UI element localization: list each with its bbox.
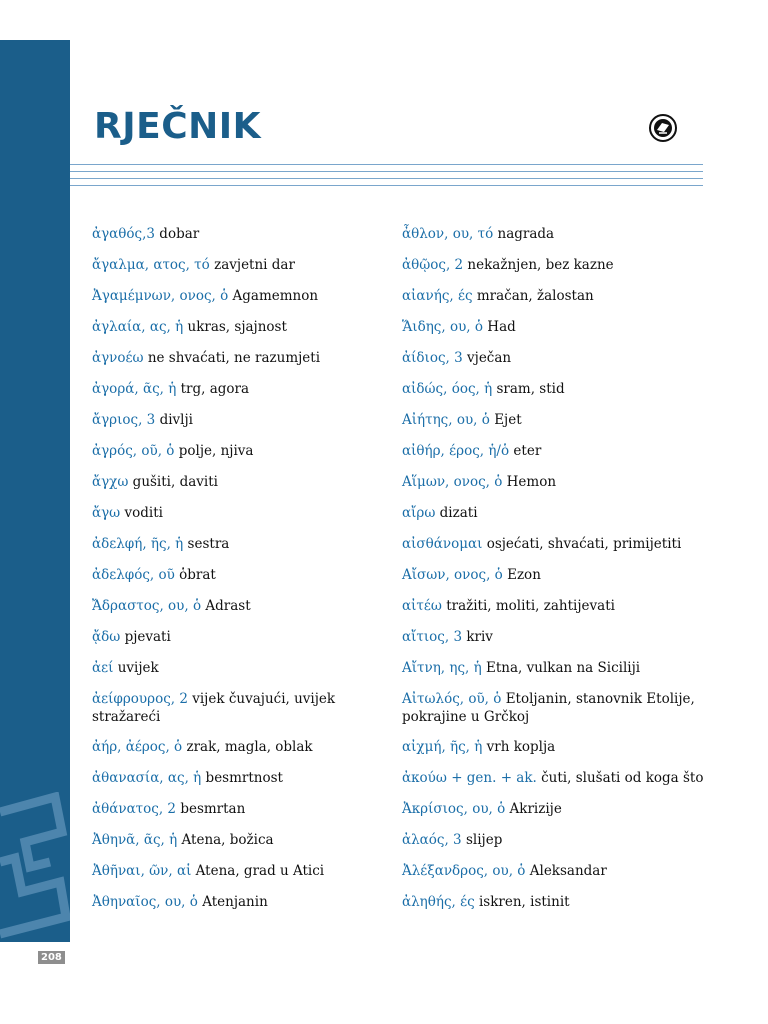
greek-headword: Ἀλέξανδρος, ου, ὁ xyxy=(402,863,526,879)
dictionary-entry xyxy=(402,769,712,800)
entry-meaning: osjećati, shvaćati, primijetiti xyxy=(486,536,682,552)
greek-headword: Αἰτωλός, οῦ, ὁ xyxy=(402,691,502,707)
dictionary-entry xyxy=(92,380,402,411)
dictionary-entry xyxy=(402,380,712,411)
greek-headword: Αἰήτης, ου, ὁ xyxy=(402,412,490,428)
entry-meaning: Aleksandar xyxy=(529,863,607,879)
dictionary-entry xyxy=(402,473,712,504)
greek-headword: ἀίδιος, 3 xyxy=(402,350,463,366)
greek-headword: ἀκούω + gen. + ak. xyxy=(402,770,537,786)
dictionary-entry xyxy=(92,690,402,738)
dictionary-entry xyxy=(92,504,402,535)
greek-headword: ἄγχω xyxy=(92,474,129,490)
entry-meaning: nekažnjen, bez kazne xyxy=(467,257,614,273)
entry-meaning: voditi xyxy=(124,505,163,521)
entry-meaning: kriv xyxy=(466,629,493,645)
dictionary-entry xyxy=(402,287,712,318)
greek-headword: ἄγαλμα, ατος, τό xyxy=(92,257,210,273)
page-number: 208 xyxy=(38,951,65,964)
greek-headword: ἀγορά, ᾶς, ἡ xyxy=(92,381,177,397)
greek-headword: αἰσθάνομαι xyxy=(402,536,483,552)
greek-headword: αἰδώς, όος, ἡ xyxy=(402,381,493,397)
greek-headword: Αἵμων, ονος, ὁ xyxy=(402,474,503,490)
entry-meaning: mračan, žalostan xyxy=(476,288,594,304)
dictionary-entry xyxy=(92,769,402,800)
entry-meaning: ὁbrat xyxy=(179,567,216,583)
header-rules xyxy=(70,164,703,192)
greek-headword: αἰθήρ, έρος, ἡ/ὁ xyxy=(402,443,510,459)
entry-meaning: Adrast xyxy=(205,598,251,614)
dictionary-entry xyxy=(92,800,402,831)
entry-meaning: zavjetni dar xyxy=(214,257,295,273)
entry-meaning: sram, stid xyxy=(496,381,565,397)
entry-meaning: Hemon xyxy=(506,474,557,490)
dictionary-entry xyxy=(402,535,712,566)
greek-headword: αἴρω xyxy=(402,505,436,521)
dictionary-entry xyxy=(402,225,712,256)
entry-meaning: trg, agora xyxy=(180,381,250,397)
entry-meaning: Ejet xyxy=(494,412,522,428)
entry-meaning: sestra xyxy=(187,536,230,552)
greek-headword: αἰχμή, ῆς, ἡ xyxy=(402,739,483,755)
greek-headword: ἀεί xyxy=(92,660,114,676)
dictionary-entry xyxy=(402,597,712,628)
dictionary-entry xyxy=(402,831,712,862)
dictionary-entry xyxy=(402,659,712,690)
dictionary-entry xyxy=(402,893,712,924)
dictionary-entry xyxy=(402,566,712,597)
entry-meaning: Agamemnon xyxy=(232,288,319,304)
dictionary-entry xyxy=(92,862,402,893)
greek-headword: ἄγω xyxy=(92,505,121,521)
entry-meaning: polje, njiva xyxy=(178,443,254,459)
greek-headword: ἀθῷος, 2 xyxy=(402,257,464,273)
entry-meaning: gušiti, daviti xyxy=(132,474,218,490)
greek-headword: ἀγαθός,3 xyxy=(92,226,155,242)
entry-meaning: pjevati xyxy=(124,629,171,645)
entry-meaning: Akrizije xyxy=(509,801,562,817)
dictionary-entry xyxy=(402,628,712,659)
entry-meaning: dizati xyxy=(439,505,478,521)
dictionary-entry xyxy=(402,349,712,380)
greek-headword: ἀθάνατος, 2 xyxy=(92,801,177,817)
greek-headword: Ἀγαμέμνων, ονος, ὁ xyxy=(92,288,229,304)
entry-meaning: slijep xyxy=(465,832,503,848)
entry-meaning: vrh koplja xyxy=(486,739,556,755)
greek-headword: Ἅιδης, ου, ὁ xyxy=(402,319,483,335)
dictionary-entry xyxy=(402,738,712,769)
greek-headword: ἀγρός, οῦ, ὁ xyxy=(92,443,175,459)
dictionary-entry xyxy=(92,738,402,769)
dictionary-entry xyxy=(402,504,712,535)
entry-meaning: iskren, istinit xyxy=(478,894,570,910)
dictionary-entry xyxy=(402,442,712,473)
entry-meaning: Atenjanin xyxy=(202,894,268,910)
dictionary-entry xyxy=(92,535,402,566)
greek-headword: ἄγριος, 3 xyxy=(92,412,156,428)
greek-headword: ἀδελφή, ῆς, ἡ xyxy=(92,536,184,552)
dictionary-entry xyxy=(92,225,402,256)
entry-meaning: besmrtnost xyxy=(205,770,283,786)
entry-meaning: vječan xyxy=(467,350,512,366)
dictionary-entry xyxy=(402,800,712,831)
entry-meaning: Had xyxy=(487,319,516,335)
greek-headword: Ἀθηναῖος, ου, ὁ xyxy=(92,894,198,910)
entry-meaning: eter xyxy=(513,443,542,459)
dictionary-entry xyxy=(92,597,402,628)
greek-headword: ἀδελφός, οῦ xyxy=(92,567,175,583)
greek-headword: Αἴτνη, ης, ἡ xyxy=(402,660,482,676)
greek-key-meander-icon xyxy=(0,792,70,942)
dictionary-entry xyxy=(402,690,712,738)
greek-headword: ἆθλον, ου, τό xyxy=(402,226,494,242)
dictionary-entry xyxy=(92,442,402,473)
entry-meaning: uvijek xyxy=(117,660,159,676)
entry-meaning: Atena, grad u Atici xyxy=(195,863,325,879)
dictionary-entry xyxy=(92,349,402,380)
entry-meaning: vijek čuvajući, uvijek stražareći xyxy=(92,691,336,725)
entry-meaning: Etoljanin, stanovnik Etolije, pokrajine u Grčkoj xyxy=(402,691,695,725)
greek-headword: Αἴσων, ονος, ὁ xyxy=(402,567,503,583)
greek-headword: αἰανής, ές xyxy=(402,288,473,304)
dictionary-entry xyxy=(92,318,402,349)
entry-meaning: čuti, slušati od koga što xyxy=(541,770,704,786)
side-band xyxy=(0,40,70,942)
dictionary-entry xyxy=(92,256,402,287)
circular-emblem-icon xyxy=(648,113,678,143)
entry-meaning: Atena, božica xyxy=(181,832,274,848)
greek-headword: ἀγνοέω xyxy=(92,350,144,366)
entry-meaning: ukras, sjajnost xyxy=(187,319,287,335)
greek-headword: ἀθανασία, ας, ἡ xyxy=(92,770,202,786)
dictionary-entry xyxy=(92,287,402,318)
page-title: RJEČNIK xyxy=(94,106,262,147)
dictionary-entry xyxy=(402,862,712,893)
dictionary-entry xyxy=(92,893,402,924)
dictionary-entry xyxy=(92,659,402,690)
greek-headword: Ἀκρίσιος, ου, ὁ xyxy=(402,801,506,817)
entry-meaning: zrak, magla, oblak xyxy=(186,739,313,755)
dictionary-entry xyxy=(92,831,402,862)
entry-meaning: dobar xyxy=(159,226,200,242)
entry-meaning: divlji xyxy=(159,412,193,428)
greek-headword: Ἀθῆναι, ῶν, αἱ xyxy=(92,863,192,879)
entry-meaning: nagrada xyxy=(497,226,555,242)
dictionary-entry xyxy=(402,318,712,349)
greek-headword: ἀλαός, 3 xyxy=(402,832,462,848)
entry-meaning: Ezon xyxy=(507,567,541,583)
greek-headword: Ἄδραστος, ου, ὁ xyxy=(92,598,202,614)
greek-headword: Ἀθηνᾶ, ᾶς, ἡ xyxy=(92,832,178,848)
entry-meaning: ne shvaćati, ne razumjeti xyxy=(147,350,321,366)
greek-headword: ἀγλαία, ας, ἡ xyxy=(92,319,184,335)
greek-headword: αἰτέω xyxy=(402,598,442,614)
greek-headword: αἴτιος, 3 xyxy=(402,629,463,645)
dictionary-entry xyxy=(92,473,402,504)
dictionary-entry xyxy=(92,628,402,659)
entry-meaning: Etna, vulkan na Siciliji xyxy=(486,660,641,676)
greek-headword: ἀείφρουρος, 2 xyxy=(92,691,188,707)
entry-meaning: tražiti, moliti, zahtijevati xyxy=(446,598,615,614)
dictionary-entry xyxy=(402,411,712,442)
dictionary-entry xyxy=(92,411,402,442)
dictionary-entry xyxy=(402,256,712,287)
greek-headword: ᾄδω xyxy=(92,629,121,645)
entry-meaning: besmrtan xyxy=(180,801,246,817)
dictionary-column-left xyxy=(92,225,402,924)
dictionary-column-right xyxy=(402,225,712,924)
greek-headword: ἀληθής, ές xyxy=(402,894,475,910)
dictionary-entry xyxy=(92,566,402,597)
greek-headword: ἀήρ, ἀέρος, ὁ xyxy=(92,739,183,755)
